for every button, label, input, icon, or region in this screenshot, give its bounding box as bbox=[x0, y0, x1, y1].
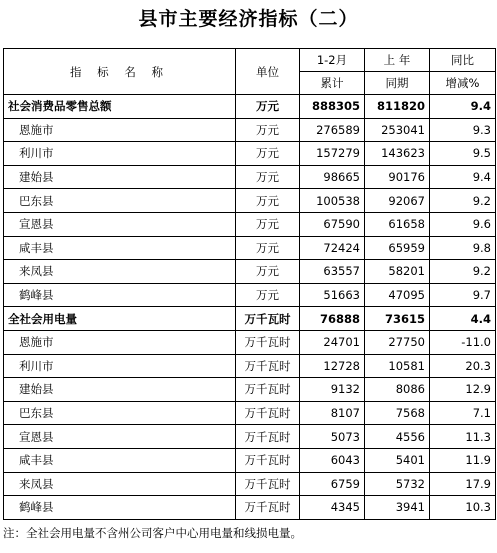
row-prev: 5732 bbox=[365, 472, 430, 496]
table-total-row bbox=[4, 307, 496, 331]
row-current: 8107 bbox=[300, 401, 365, 425]
table-row bbox=[4, 401, 496, 425]
row-name: 来凤县 bbox=[4, 260, 236, 284]
table-row bbox=[4, 142, 496, 166]
table-row bbox=[4, 472, 496, 496]
row-unit: 万元 bbox=[236, 118, 300, 142]
row-prev: 143623 bbox=[365, 142, 430, 166]
row-unit: 万元 bbox=[236, 212, 300, 236]
row-name: 巴东县 bbox=[4, 189, 236, 213]
row-prev: 8086 bbox=[365, 378, 430, 402]
row-prev: 4556 bbox=[365, 425, 430, 449]
row-pct: 9.3 bbox=[430, 118, 496, 142]
row-unit: 万元 bbox=[236, 95, 300, 119]
row-name: 巴东县 bbox=[4, 401, 236, 425]
row-current: 276589 bbox=[300, 118, 365, 142]
row-current: 4345 bbox=[300, 496, 365, 520]
row-pct: 10.3 bbox=[430, 496, 496, 520]
page-title: 县市主要经济指标（二） bbox=[138, 7, 359, 30]
row-name: 利川市 bbox=[4, 354, 236, 378]
row-name: 建始县 bbox=[4, 165, 236, 189]
table-row bbox=[4, 330, 496, 354]
row-name: 利川市 bbox=[4, 142, 236, 166]
row-current: 72424 bbox=[300, 236, 365, 260]
row-current: 5073 bbox=[300, 425, 365, 449]
row-current: 157279 bbox=[300, 142, 365, 166]
row-name: 来凤县 bbox=[4, 472, 236, 496]
row-unit: 万千瓦时 bbox=[236, 425, 300, 449]
row-unit: 万千瓦时 bbox=[236, 330, 300, 354]
row-pct: 20.3 bbox=[430, 354, 496, 378]
row-name: 宣恩县 bbox=[4, 425, 236, 449]
row-unit: 万元 bbox=[236, 189, 300, 213]
row-pct: 9.6 bbox=[430, 212, 496, 236]
row-current: 24701 bbox=[300, 330, 365, 354]
row-name: 咸丰县 bbox=[4, 448, 236, 472]
row-prev: 90176 bbox=[365, 165, 430, 189]
row-unit: 万千瓦时 bbox=[236, 448, 300, 472]
row-name: 社会消费品零售总额 bbox=[4, 95, 236, 119]
row-pct: -11.0 bbox=[430, 330, 496, 354]
row-pct: 9.2 bbox=[430, 260, 496, 284]
table-row bbox=[4, 354, 496, 378]
row-current: 67590 bbox=[300, 212, 365, 236]
row-name: 鹤峰县 bbox=[4, 283, 236, 307]
row-unit: 万千瓦时 bbox=[236, 354, 300, 378]
row-prev: 7568 bbox=[365, 401, 430, 425]
row-unit: 万千瓦时 bbox=[236, 307, 300, 331]
row-prev: 3941 bbox=[365, 496, 430, 520]
row-unit: 万元 bbox=[236, 142, 300, 166]
row-unit: 万千瓦时 bbox=[236, 472, 300, 496]
footnote: 注：全社会用电量不含州公司客户中心用电量和线损电量。 bbox=[3, 526, 302, 540]
row-current: 76888 bbox=[300, 307, 365, 331]
row-prev: 27750 bbox=[365, 330, 430, 354]
row-current: 888305 bbox=[300, 95, 365, 119]
row-unit: 万元 bbox=[236, 260, 300, 284]
row-prev: 47095 bbox=[365, 283, 430, 307]
row-name: 鹤峰县 bbox=[4, 496, 236, 520]
row-prev: 61658 bbox=[365, 212, 430, 236]
row-pct: 11.3 bbox=[430, 425, 496, 449]
row-unit: 万千瓦时 bbox=[236, 378, 300, 402]
header-name: 指 标 名 称 bbox=[4, 49, 236, 95]
table-row bbox=[4, 496, 496, 520]
row-pct: 12.9 bbox=[430, 378, 496, 402]
row-current: 9132 bbox=[300, 378, 365, 402]
header-prev-top: 上 年 bbox=[365, 49, 430, 72]
indicator-table bbox=[3, 48, 496, 520]
row-name: 恩施市 bbox=[4, 330, 236, 354]
header-pct-top: 同比 bbox=[430, 49, 496, 72]
row-pct: 9.8 bbox=[430, 236, 496, 260]
row-name: 建始县 bbox=[4, 378, 236, 402]
row-prev: 65959 bbox=[365, 236, 430, 260]
table-row bbox=[4, 448, 496, 472]
row-prev: 92067 bbox=[365, 189, 430, 213]
row-name: 恩施市 bbox=[4, 118, 236, 142]
table-row bbox=[4, 212, 496, 236]
table-row bbox=[4, 189, 496, 213]
row-pct: 4.4 bbox=[430, 307, 496, 331]
table-row bbox=[4, 118, 496, 142]
header-pct-bottom: 增减% bbox=[430, 72, 496, 95]
row-current: 12728 bbox=[300, 354, 365, 378]
row-current: 100538 bbox=[300, 189, 365, 213]
row-current: 6759 bbox=[300, 472, 365, 496]
row-unit: 万千瓦时 bbox=[236, 496, 300, 520]
table-row bbox=[4, 378, 496, 402]
row-pct: 7.1 bbox=[430, 401, 496, 425]
row-pct: 9.2 bbox=[430, 189, 496, 213]
row-pct: 9.4 bbox=[430, 165, 496, 189]
table-row bbox=[4, 165, 496, 189]
row-name: 全社会用电量 bbox=[4, 307, 236, 331]
row-current: 98665 bbox=[300, 165, 365, 189]
row-current: 51663 bbox=[300, 283, 365, 307]
table-row bbox=[4, 260, 496, 284]
row-prev: 811820 bbox=[365, 95, 430, 119]
table-row bbox=[4, 236, 496, 260]
row-pct: 9.7 bbox=[430, 283, 496, 307]
row-prev: 5401 bbox=[365, 448, 430, 472]
row-current: 6043 bbox=[300, 448, 365, 472]
table-row bbox=[4, 283, 496, 307]
row-pct: 11.9 bbox=[430, 448, 496, 472]
header-prev-bottom: 同期 bbox=[365, 72, 430, 95]
row-current: 63557 bbox=[300, 260, 365, 284]
row-prev: 58201 bbox=[365, 260, 430, 284]
row-prev: 253041 bbox=[365, 118, 430, 142]
row-unit: 万元 bbox=[236, 165, 300, 189]
header-current-top: 1-2月 bbox=[300, 49, 365, 72]
row-name: 宣恩县 bbox=[4, 212, 236, 236]
row-pct: 17.9 bbox=[430, 472, 496, 496]
row-unit: 万元 bbox=[236, 283, 300, 307]
row-prev: 10581 bbox=[365, 354, 430, 378]
header-unit: 单位 bbox=[236, 49, 300, 95]
row-pct: 9.5 bbox=[430, 142, 496, 166]
row-name: 咸丰县 bbox=[4, 236, 236, 260]
header-current-bottom: 累计 bbox=[300, 72, 365, 95]
table-total-row bbox=[4, 95, 496, 119]
row-prev: 73615 bbox=[365, 307, 430, 331]
row-unit: 万千瓦时 bbox=[236, 401, 300, 425]
table-row bbox=[4, 425, 496, 449]
row-pct: 9.4 bbox=[430, 95, 496, 119]
row-unit: 万元 bbox=[236, 236, 300, 260]
